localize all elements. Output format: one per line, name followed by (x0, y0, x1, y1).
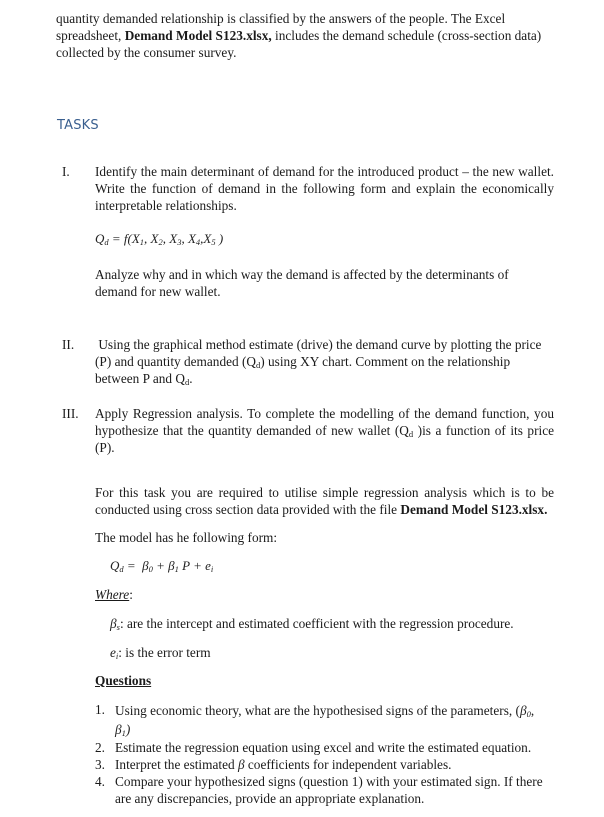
question-text (115, 701, 554, 739)
text: Using economic theory, what are the hypothesised signs of the parameters, ( (115, 703, 520, 718)
formula-sep: ,X (200, 231, 212, 246)
task-2-numeral: II. (62, 337, 75, 352)
model-beta0: = β (123, 558, 149, 573)
subscript: 0 (526, 709, 531, 719)
question-text: Estimate the regression equation using excel and write the estimated equation. (115, 740, 532, 755)
intro-text: includes the demand schedule (cross-section data) (271, 28, 542, 43)
excel-filename: Demand Model S123.xlsx. (400, 502, 548, 517)
task-3-para-2 (95, 484, 554, 518)
text: ) using XY chart. Comment on the relationship (260, 354, 511, 369)
formula-x1-sub: 1 (139, 237, 145, 247)
formula-sep: , X (181, 231, 196, 246)
formula-eq: = f(X (108, 231, 140, 246)
tasks-heading: TASKS (57, 118, 99, 133)
task-1-analyze: Analyze why and in which way the demand is affected by the determinants of demand for new wallet. (95, 267, 509, 299)
where-label (95, 586, 554, 603)
subscript: d (256, 360, 261, 370)
text: )is a function of its price (P). (95, 423, 555, 455)
text: between P and Q (95, 371, 185, 386)
error-symbol: e (110, 645, 116, 660)
question-number: 3. (95, 757, 105, 772)
task-3-para-1 (95, 405, 554, 456)
intro-line-2 (56, 27, 554, 44)
task-1-text: Identify the main determinant of demand for the introduced product – the new wallet. Write the function of demand in the following form and explain the economically interpretable relationships. (95, 164, 554, 213)
excel-filename: Demand Model S123.xlsx, (124, 28, 272, 43)
beta-symbol: β (237, 757, 245, 772)
intro-paragraph (56, 10, 554, 61)
text: , (530, 703, 535, 718)
intro-line-3: collected by the consumer survey. (56, 45, 237, 60)
colon: : (129, 587, 133, 602)
model-q-sub: d (119, 564, 124, 574)
error-def-text: : is the error term (118, 645, 211, 660)
task-3-body (95, 405, 554, 807)
beta-def-text: : are the intercept and estimated coefficient with the regression procedure. (119, 616, 514, 631)
question-text: Compare your hypothesized signs (question 1) with your estimated sign. If there are any discrepancies, provide an appropriate explanation. (115, 774, 543, 806)
question-item (95, 756, 554, 773)
beta-sub: s (116, 622, 120, 632)
formula-x5-sub: 5 (211, 237, 216, 247)
questions-list (95, 701, 554, 807)
task-2-text (95, 336, 554, 387)
task-3 (62, 405, 554, 807)
text: (P) and quantity demanded (Q (95, 354, 256, 369)
error-sub: i (115, 651, 119, 661)
model-q: Q (110, 558, 120, 573)
questions-heading: Questions (95, 673, 152, 688)
question-number: 2. (95, 740, 105, 755)
question-item (95, 773, 554, 807)
formula-sep: , X (144, 231, 159, 246)
formula-x2-sub: 2 (158, 237, 163, 247)
text: For this task you are required to utilise simple regression analysis which is to be conducted using cross section data provided with the file (95, 485, 554, 517)
task-1-formula (95, 230, 554, 247)
text: coefficients for independent variables. (244, 757, 452, 772)
task-1 (62, 163, 554, 300)
task-2 (62, 336, 554, 387)
text: Interpret the estimated (115, 757, 238, 772)
text: Apply Regression analysis. To complete the modelling of the demand function, you hypothesize that the quantity demanded of new wallet (Q (95, 406, 554, 438)
intro-line-1: quantity demanded relationship is classified by the answers of the people. The Excel (56, 11, 506, 26)
formula-sep: , X (162, 231, 178, 246)
formula-x4-sub: 4 (195, 237, 201, 247)
formula-q: Q (95, 231, 105, 246)
formula-x3-sub: 3 (177, 237, 182, 247)
model-beta1: + β (152, 558, 175, 573)
subscript: d (184, 377, 190, 387)
task-3-numeral: III. (62, 406, 79, 421)
question-number: 4. (95, 774, 105, 789)
beta-symbol: β (519, 703, 527, 718)
task-2-line-2 (95, 353, 554, 370)
beta-definition (110, 615, 554, 632)
beta-symbol: β (115, 722, 122, 737)
question-item (95, 739, 554, 756)
model-beta0-sub: 0 (148, 564, 153, 574)
where-text: Where (95, 587, 130, 602)
model-beta1-sub: 1 (174, 564, 179, 574)
text: ) (125, 722, 131, 737)
model-error-sub: i (210, 564, 214, 574)
text: . (189, 371, 193, 386)
subscript: d (408, 429, 414, 439)
model-intro: The model has he following form: (95, 530, 278, 545)
question-text (115, 756, 554, 773)
task-2-line-1: Using the graphical method estimate (drive) the demand curve by plotting the price (95, 337, 542, 352)
model-price-error: P + e (178, 558, 211, 573)
task-1-numeral: I. (62, 164, 70, 179)
regression-model (110, 557, 554, 574)
task-1-body (95, 163, 554, 300)
beta-symbol: β (110, 616, 117, 631)
task-2-line-3 (95, 370, 554, 387)
error-definition (110, 644, 554, 661)
question-item (95, 701, 554, 739)
formula-q-sub: d (104, 237, 109, 247)
intro-text: spreadsheet, (56, 28, 125, 43)
formula-close: ) (215, 231, 224, 246)
subscript: 1 (121, 728, 126, 738)
question-number: 1. (95, 702, 105, 717)
